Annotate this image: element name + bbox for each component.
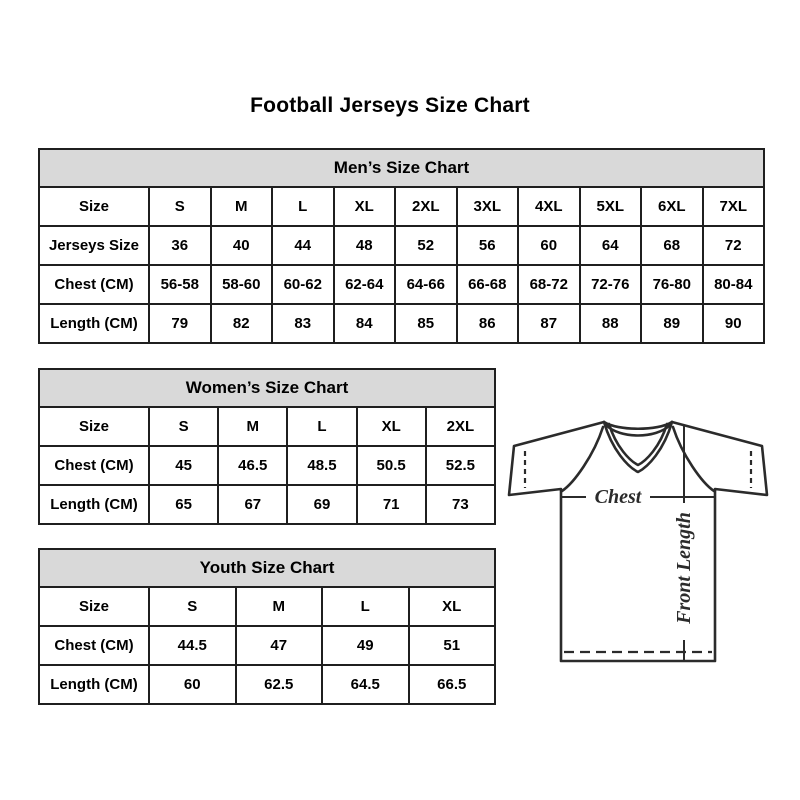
womens-size-chart-table	[38, 368, 496, 525]
mens-cell: 79	[149, 304, 211, 343]
womens-cell: 67	[218, 485, 287, 524]
womens-row-1	[39, 446, 495, 485]
womens-header-row	[39, 369, 495, 407]
page-title: Football Jerseys Size Chart	[250, 94, 530, 117]
mens-cell: 72-76	[580, 265, 642, 304]
mens-row-1	[39, 226, 764, 265]
mens-cell: 84	[334, 304, 396, 343]
womens-cell: 69	[287, 485, 356, 524]
mens-cell: 83	[272, 304, 334, 343]
mens-cell: 58-60	[211, 265, 273, 304]
youth-cell: 66.5	[409, 665, 496, 704]
mens-cell: 44	[272, 226, 334, 265]
mens-cell: 72	[703, 226, 765, 265]
womens-cell: 2XL	[426, 407, 495, 446]
womens-cell: XL	[357, 407, 426, 446]
mens-row-0	[39, 187, 764, 226]
womens-cell: 65	[149, 485, 218, 524]
womens-cell: 71	[357, 485, 426, 524]
mens-header-row	[39, 149, 764, 187]
youth-cell: 64.5	[322, 665, 409, 704]
youth-header-row	[39, 549, 495, 587]
womens-cell: M	[218, 407, 287, 446]
youth-cell: 44.5	[149, 626, 236, 665]
mens-cell: 4XL	[518, 187, 580, 226]
mens-cell: 76-80	[641, 265, 703, 304]
mens-cell: 68-72	[518, 265, 580, 304]
jersey-diagram-svg	[500, 403, 800, 678]
womens-table-title: Women’s Size Chart	[39, 369, 495, 407]
womens-row-label: Chest (CM)	[39, 446, 149, 485]
womens-row-label: Length (CM)	[39, 485, 149, 524]
youth-cell: S	[149, 587, 236, 626]
youth-size-chart-table	[38, 548, 496, 705]
womens-cell: S	[149, 407, 218, 446]
youth-row-label: Chest (CM)	[39, 626, 149, 665]
mens-cell: 85	[395, 304, 457, 343]
mens-cell: 52	[395, 226, 457, 265]
youth-cell: 60	[149, 665, 236, 704]
mens-row-label: Length (CM)	[39, 304, 149, 343]
womens-row-0	[39, 407, 495, 446]
mens-cell: 56	[457, 226, 519, 265]
womens-cell: L	[287, 407, 356, 446]
mens-row-label: Size	[39, 187, 149, 226]
womens-cell: 45	[149, 446, 218, 485]
right-armhole-seam	[673, 427, 714, 491]
youth-cell: L	[322, 587, 409, 626]
mens-cell: 89	[641, 304, 703, 343]
mens-cell: 90	[703, 304, 765, 343]
jersey-measurement-diagram	[500, 403, 800, 678]
mens-cell: 66-68	[457, 265, 519, 304]
mens-cell: L	[272, 187, 334, 226]
youth-row-label: Length (CM)	[39, 665, 149, 704]
left-armhole-seam	[562, 427, 603, 491]
mens-cell: 48	[334, 226, 396, 265]
collar-back-arc	[604, 422, 672, 429]
womens-row-2	[39, 485, 495, 524]
youth-row-0	[39, 587, 495, 626]
womens-cell: 48.5	[287, 446, 356, 485]
mens-cell: 88	[580, 304, 642, 343]
youth-cell: 51	[409, 626, 496, 665]
mens-cell: 5XL	[580, 187, 642, 226]
youth-row-2	[39, 665, 495, 704]
mens-cell: 56-58	[149, 265, 211, 304]
mens-cell: 80-84	[703, 265, 765, 304]
mens-cell: 3XL	[457, 187, 519, 226]
mens-cell: 40	[211, 226, 273, 265]
mens-cell: 7XL	[703, 187, 765, 226]
youth-cell: 62.5	[236, 665, 323, 704]
mens-cell: 87	[518, 304, 580, 343]
jersey-outline	[509, 422, 767, 661]
youth-cell: 47	[236, 626, 323, 665]
chest-label: Chest	[594, 486, 642, 508]
womens-cell: 46.5	[218, 446, 287, 485]
front-length-label: Front Length	[673, 512, 695, 624]
youth-cell: M	[236, 587, 323, 626]
mens-row-label: Chest (CM)	[39, 265, 149, 304]
youth-cell: 49	[322, 626, 409, 665]
mens-cell: 82	[211, 304, 273, 343]
mens-cell: 86	[457, 304, 519, 343]
mens-cell: 64	[580, 226, 642, 265]
mens-cell: 6XL	[641, 187, 703, 226]
mens-cell: 2XL	[395, 187, 457, 226]
mens-row-label: Jerseys Size	[39, 226, 149, 265]
womens-cell: 50.5	[357, 446, 426, 485]
mens-row-3	[39, 304, 764, 343]
womens-cell: 52.5	[426, 446, 495, 485]
mens-cell: 60	[518, 226, 580, 265]
youth-row-label: Size	[39, 587, 149, 626]
womens-row-label: Size	[39, 407, 149, 446]
youth-cell: XL	[409, 587, 496, 626]
mens-cell: M	[211, 187, 273, 226]
vneck-inner	[609, 424, 667, 465]
mens-cell: XL	[334, 187, 396, 226]
mens-size-chart-table	[38, 148, 765, 344]
mens-cell: 36	[149, 226, 211, 265]
mens-row-2	[39, 265, 764, 304]
youth-table-title: Youth Size Chart	[39, 549, 495, 587]
mens-cell: S	[149, 187, 211, 226]
youth-row-1	[39, 626, 495, 665]
mens-cell: 68	[641, 226, 703, 265]
mens-cell: 62-64	[334, 265, 396, 304]
mens-cell: 64-66	[395, 265, 457, 304]
womens-cell: 73	[426, 485, 495, 524]
mens-table-title: Men’s Size Chart	[39, 149, 764, 187]
mens-cell: 60-62	[272, 265, 334, 304]
